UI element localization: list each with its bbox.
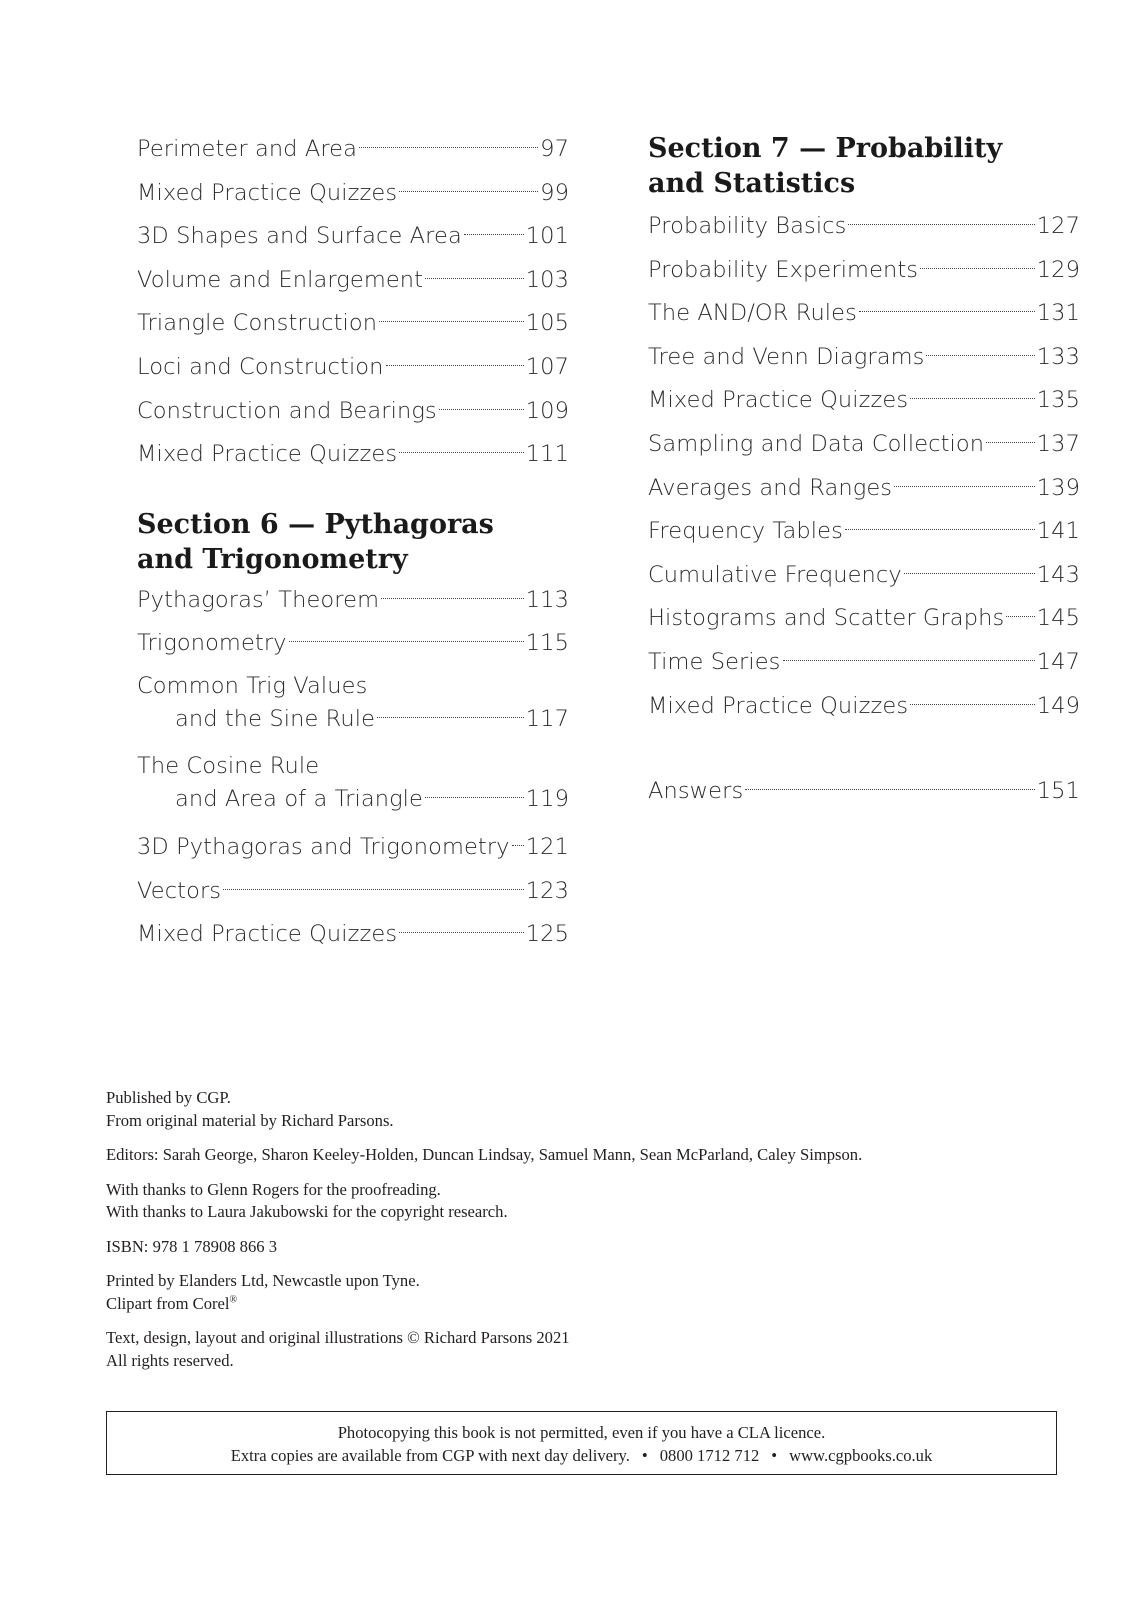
- leader-dots: [512, 845, 524, 846]
- toc-entry[interactable]: [648, 292, 1080, 336]
- thanks-line: With thanks to Laura Jakubowski for the copyright research.: [106, 1202, 508, 1221]
- toc-entry-title: Common Trig Values: [137, 672, 368, 699]
- toc-entry[interactable]: [137, 259, 569, 303]
- toc-entry-page: 117: [525, 705, 569, 732]
- toc-entry-page: 97: [540, 136, 569, 162]
- toc-entry-title: The Cosine Rule: [137, 752, 320, 779]
- toc-entry[interactable]: [648, 336, 1080, 380]
- toc-entry-page: 131: [1036, 300, 1080, 327]
- toc-entry-title: Answers: [648, 778, 744, 805]
- toc-entry[interactable]: [137, 622, 569, 666]
- toc-entry-answers[interactable]: [648, 770, 1080, 814]
- section-7-heading: [648, 131, 1080, 201]
- toc-entry[interactable]: [648, 597, 1080, 641]
- toc-entry-title: Volume and Enlargement: [137, 266, 424, 293]
- leader-dots: [848, 224, 1034, 225]
- copyright-line: Text, design, layout and original illustrations © Richard Parsons 2021: [106, 1328, 570, 1347]
- toc-entry-title: Cumulative Frequency: [648, 561, 902, 588]
- leader-dots: [289, 641, 524, 642]
- leader-dots: [920, 268, 1035, 269]
- toc-entry[interactable]: [137, 390, 569, 434]
- toc-entry-title: The AND/OR Rules: [648, 300, 857, 327]
- toc-entry-page: 101: [525, 223, 569, 250]
- toc-entry-page: 105: [525, 310, 569, 337]
- leader-dots: [464, 234, 524, 235]
- toc-entry-title: Mixed Practice Quizzes: [648, 387, 909, 414]
- toc-entry-page: 145: [1036, 605, 1080, 632]
- toc-entry-page: 121: [525, 833, 569, 860]
- section-heading-line1: Section 7 — Probability: [648, 133, 1003, 164]
- leader-dots: [399, 452, 524, 453]
- toc-entry-title: Probability Experiments: [648, 256, 919, 283]
- toc-entry[interactable]: [648, 467, 1080, 511]
- toc-entry-title: Mixed Practice Quizzes: [137, 179, 398, 206]
- extra-copies-text: Extra copies are available from CGP with next day delivery.: [230, 1445, 630, 1465]
- toc-entry[interactable]: [137, 346, 569, 390]
- phone-number: 0800 1712 712: [659, 1445, 760, 1465]
- clipart-line: [106, 1293, 1066, 1316]
- toc-entry-page: 123: [525, 877, 569, 904]
- toc-entry[interactable]: [137, 128, 569, 172]
- toc-entry[interactable]: [137, 913, 569, 957]
- editors-line: Editors: Sarah George, Sharon Keeley-Holden, Duncan Lindsay, Samuel Mann, Sean McParland, Caley Simpson.: [106, 1145, 863, 1164]
- leader-dots: [399, 191, 538, 192]
- toc-entry-title: Tree and Venn Diagrams: [648, 343, 925, 370]
- toc-entry-page: 115: [525, 630, 569, 657]
- toc-entry-title: Mixed Practice Quizzes: [137, 921, 398, 948]
- toc-entry[interactable]: [137, 215, 569, 259]
- leader-dots: [783, 660, 1035, 661]
- leader-dots: [926, 355, 1034, 356]
- printer-line: Printed by Elanders Ltd, Newcastle upon Tyne.: [106, 1271, 420, 1290]
- toc-entry-page: 133: [1036, 343, 1080, 370]
- website-link[interactable]: www.cgpbooks.co.uk: [789, 1445, 933, 1465]
- leader-dots: [904, 573, 1035, 574]
- leader-dots: [910, 398, 1035, 399]
- toc-entry-title-continued: and the Sine Rule: [175, 705, 376, 732]
- leader-dots: [986, 442, 1035, 443]
- toc-entry-title: Histograms and Scatter Graphs: [648, 605, 1005, 632]
- toc-left-column: [137, 128, 569, 957]
- toc-entry-page: 111: [525, 441, 569, 468]
- toc-entry-title: Loci and Construction: [137, 353, 384, 380]
- toc-entry[interactable]: [137, 302, 569, 346]
- toc-entry[interactable]: [137, 870, 569, 914]
- toc-entry-page: 141: [1036, 518, 1080, 545]
- rights-line: All rights reserved.: [106, 1350, 234, 1370]
- photocopy-notice-box: [106, 1411, 1057, 1475]
- toc-entry-title: Mixed Practice Quizzes: [648, 692, 909, 719]
- toc-entry-title: 3D Shapes and Surface Area: [137, 223, 462, 250]
- toc-entry-title: Vectors: [137, 877, 222, 904]
- leader-dots: [439, 409, 524, 410]
- toc-entry[interactable]: [648, 423, 1080, 467]
- leader-dots: [223, 889, 524, 890]
- toc-entry-title: Mixed Practice Quizzes: [137, 441, 398, 468]
- toc-list-left-top: [137, 128, 569, 477]
- toc-entry[interactable]: [648, 249, 1080, 293]
- toc-entry-title: Sampling and Data Collection: [648, 430, 985, 457]
- toc-entry-title: 3D Pythagoras and Trigonometry: [137, 833, 510, 860]
- section-heading-line2: and Trigonometry: [137, 543, 408, 575]
- toc-entry-title: Time Series: [648, 648, 781, 675]
- bullet-separator: •: [771, 1445, 778, 1465]
- leader-dots: [381, 598, 524, 599]
- spacer: [648, 728, 1080, 770]
- leader-dots: [1006, 616, 1034, 617]
- toc-entry-page: 125: [525, 921, 569, 948]
- toc-entry-title-continued: and Area of a Triangle: [175, 785, 423, 812]
- toc-entry-title: Frequency Tables: [648, 518, 843, 545]
- leader-dots: [377, 717, 524, 718]
- toc-entry[interactable]: [137, 579, 569, 623]
- toc-entry-page: 109: [525, 397, 569, 424]
- leader-dots: [745, 789, 1034, 790]
- toc-entry-page: 113: [525, 586, 569, 613]
- original-material-line: From original material by Richard Parsons.: [106, 1110, 394, 1130]
- toc-entry[interactable]: [137, 172, 569, 216]
- toc-entry-title: Pythagoras’ Theorem: [137, 586, 380, 613]
- toc-entry[interactable]: [648, 510, 1080, 554]
- toc-entry-title: Construction and Bearings: [137, 397, 437, 424]
- toc-entry[interactable]: [137, 666, 569, 746]
- leader-dots: [399, 932, 524, 933]
- toc-entry-page: 107: [525, 353, 569, 380]
- toc-entry-page: 139: [1036, 474, 1080, 501]
- leader-dots: [386, 365, 524, 366]
- toc-list-section-6: [137, 579, 569, 957]
- toc-right-column: [648, 128, 1080, 814]
- thanks-line: With thanks to Glenn Rogers for the proofreading.: [106, 1179, 441, 1199]
- toc-entry-page: 149: [1036, 692, 1080, 719]
- toc-entry[interactable]: [648, 641, 1080, 685]
- notice-line: Photocopying this book is not permitted, even if you have a CLA licence.: [337, 1423, 826, 1442]
- isbn-line: ISBN: 978 1 78908 866 3: [106, 1236, 278, 1256]
- toc-entry[interactable]: [648, 685, 1080, 729]
- toc-list-section-7: [648, 205, 1080, 728]
- toc-entry-page: 103: [525, 266, 569, 293]
- clipart-text: Clipart from Corel: [106, 1293, 230, 1313]
- toc-entry-page: 119: [525, 785, 569, 812]
- toc-entry-title: Trigonometry: [137, 630, 287, 657]
- toc-entry-title: Averages and Ranges: [648, 474, 893, 501]
- leader-dots: [425, 797, 524, 798]
- leader-dots: [425, 278, 524, 279]
- toc-entry-title: Probability Basics: [648, 213, 847, 239]
- toc-entry-page: 151: [1036, 778, 1080, 805]
- toc-entry-page: 127: [1036, 213, 1080, 239]
- leader-dots: [379, 321, 524, 322]
- toc-entry[interactable]: [648, 379, 1080, 423]
- toc-entry-title: Triangle Construction: [137, 310, 378, 337]
- toc-entry[interactable]: [137, 433, 569, 477]
- section-heading-line1: Section 6 — Pythagoras: [137, 508, 494, 540]
- toc-entry-page: 147: [1036, 648, 1080, 675]
- section-heading-line2: and Statistics: [648, 168, 856, 199]
- toc-entry-page: 129: [1036, 256, 1080, 283]
- publisher-line: Published by CGP.: [106, 1088, 231, 1107]
- imprint-block: [106, 1087, 1066, 1384]
- section-6-heading: [137, 507, 569, 577]
- bullet-separator: •: [641, 1445, 648, 1465]
- leader-dots: [859, 311, 1035, 312]
- toc-entry[interactable]: [648, 554, 1080, 598]
- toc-entry[interactable]: [648, 205, 1080, 249]
- toc-entry-page: 99: [540, 179, 569, 206]
- toc-entry-title: Perimeter and Area: [137, 136, 357, 162]
- leader-dots: [910, 704, 1035, 705]
- leader-dots: [845, 529, 1035, 530]
- toc-entry[interactable]: [137, 826, 569, 870]
- toc-entry-page: 137: [1036, 430, 1080, 457]
- leader-dots: [359, 147, 538, 148]
- toc-entry-page: 135: [1036, 387, 1080, 414]
- toc-entry[interactable]: [137, 746, 569, 826]
- notice-line-contact: [107, 1445, 1056, 1468]
- toc-entry-page: 143: [1036, 561, 1080, 588]
- registered-mark: ®: [229, 1293, 238, 1305]
- leader-dots: [894, 486, 1035, 487]
